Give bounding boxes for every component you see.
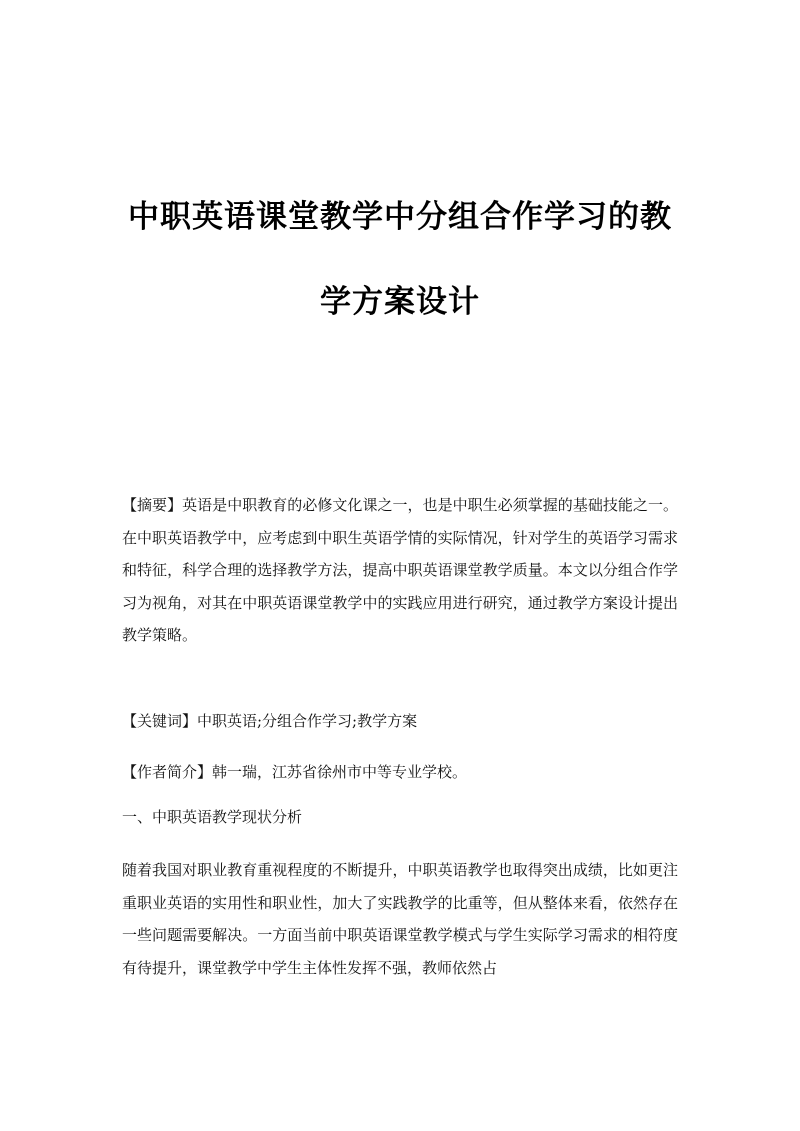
document-title-line-2: 学方案设计 bbox=[320, 284, 480, 320]
document-title-line-1: 中职英语课堂教学中分组合作学习的教 bbox=[128, 199, 672, 235]
section-1-heading: 一、中职英语教学现状分析 bbox=[122, 808, 303, 826]
author-block bbox=[122, 756, 678, 789]
section-1-heading-block bbox=[122, 801, 678, 834]
keywords-block bbox=[122, 705, 678, 738]
section-1-paragraph: 随着我国对职业教育重视程度的不断提升，中职英语教学也取得突出成绩，比如更注重职业英语的实用性和职业性，加大了实践教学的比重等，但从整体来看，依然存在一些问题需要解决。一方面当前中职英语课堂教学模式与学生实际学习需求的相符度有待提升，课堂教学中学生主体性发挥不强，教师依然占 bbox=[122, 861, 678, 977]
abstract-paragraph: 【摘要】英语是中职教育的必修文化课之一，也是中职生必须掌握的基础技能之一。在中职英语教学中，应考虑到中职生英语学情的实际情况，针对学生的英语学习需求和特征，科学合理的选择教学方法，提高中职英语课堂教学质量。本文以分组合作学习为视角，对其在中职英语课堂教学中的实践应用进行研究，通过教学方案设计提出教学策略。 bbox=[122, 496, 678, 644]
section-1-body bbox=[122, 854, 678, 984]
author-line: 【作者简介】韩一瑞，江苏省徐州市中等专业学校。 bbox=[122, 763, 468, 781]
keywords-line: 【关键词】中职英语;分组合作学习;教学方案 bbox=[122, 712, 418, 730]
abstract-block bbox=[122, 489, 678, 652]
